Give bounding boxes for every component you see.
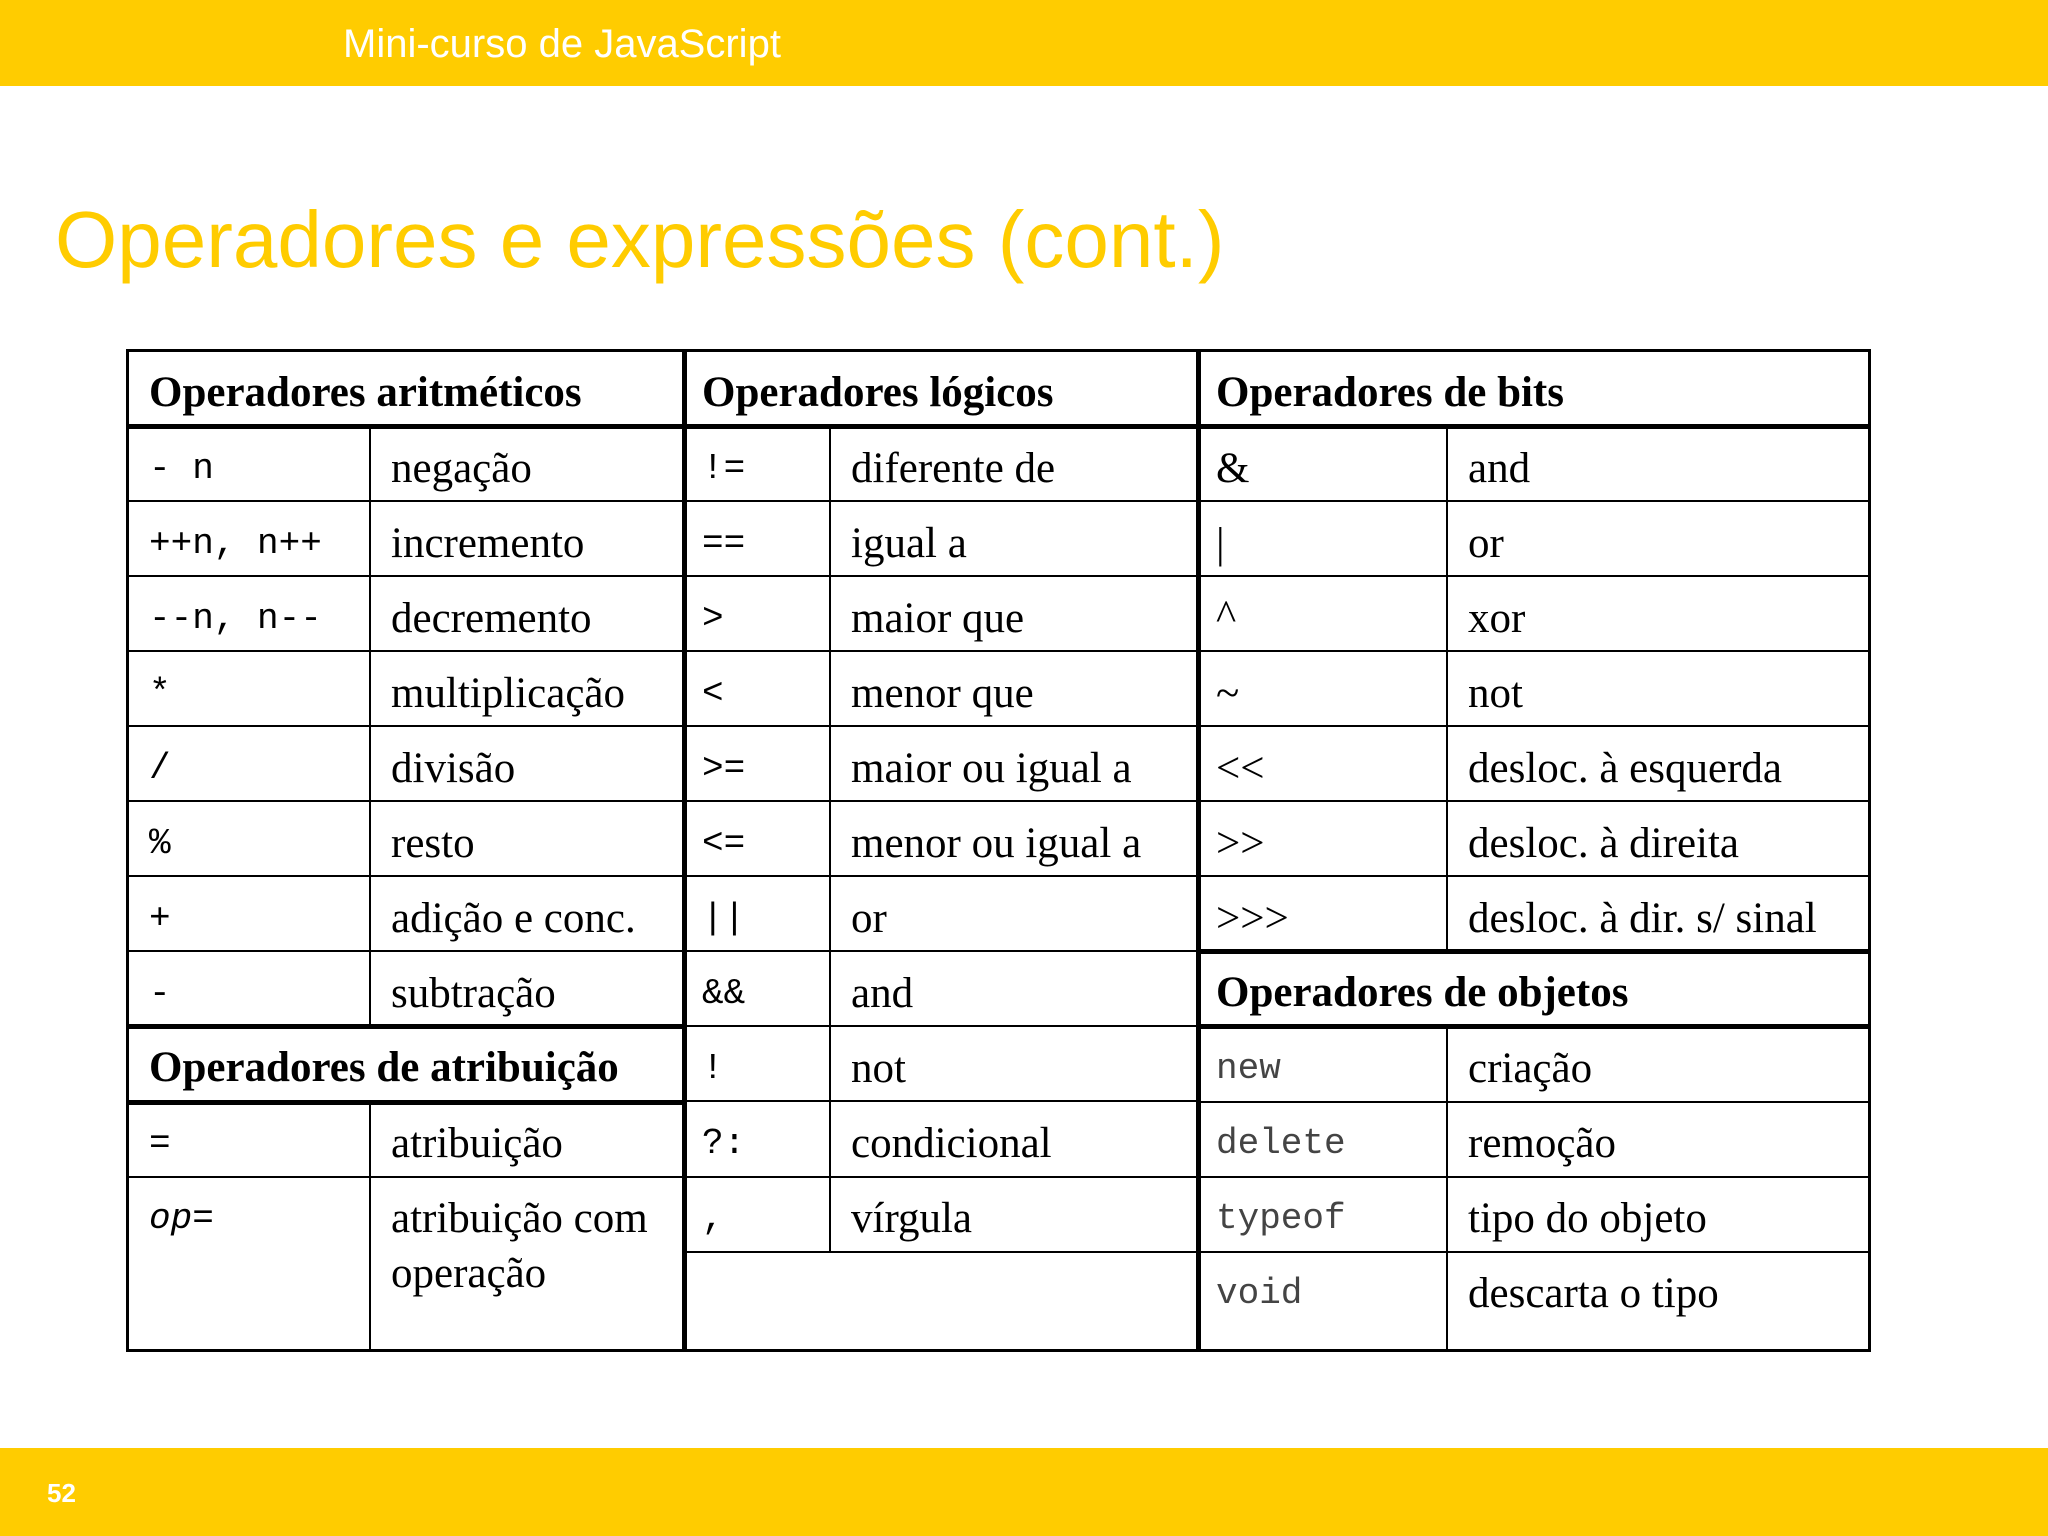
page-number: 52: [47, 1478, 76, 1508]
logic-desc: vírgula: [851, 1195, 973, 1242]
grid-line: [1196, 650, 1871, 652]
arith-op: +: [149, 898, 171, 939]
grid-line: [129, 1100, 682, 1105]
header-bar: [0, 0, 2048, 86]
grid-line: [682, 875, 1196, 877]
bits-op: ^: [1216, 593, 1237, 640]
grid-line: [1446, 1026, 1448, 1352]
logic-desc: not: [851, 1045, 906, 1092]
logic-desc: maior ou igual a: [851, 745, 1132, 792]
grid-line: [682, 650, 1196, 652]
grid-line: [1196, 1251, 1871, 1253]
grid-line: [129, 950, 682, 952]
grid-line: [682, 352, 687, 1352]
grid-line: [369, 1102, 371, 1352]
arith-desc: decremento: [391, 595, 592, 642]
grid-line: [1196, 424, 1871, 429]
objects-desc: descarta o tipo: [1468, 1270, 1719, 1317]
bits-desc: and: [1468, 445, 1531, 492]
arith-op: - n: [149, 448, 214, 489]
grid-line: [1196, 1024, 1871, 1029]
logic-op: >=: [702, 748, 746, 789]
slide-title: Operadores e expressões (cont.): [55, 195, 1225, 284]
arith-desc: resto: [391, 820, 475, 867]
bits-op: <<: [1216, 745, 1265, 792]
logic-desc: diferente de: [851, 445, 1056, 492]
assign-heading: Operadores de atribuição: [149, 1044, 619, 1091]
grid-line: [129, 650, 682, 652]
arith-desc: divisão: [391, 745, 516, 792]
bits-desc: or: [1468, 520, 1504, 567]
footer-bar: [0, 1448, 2048, 1536]
logic-op: ?:: [702, 1123, 746, 1164]
logic-desc: menor que: [851, 670, 1034, 717]
grid-line: [682, 1025, 1196, 1027]
objects-heading: Operadores de objetos: [1216, 969, 1629, 1016]
assign-op: op=: [149, 1198, 214, 1239]
logic-op: <=: [702, 823, 746, 864]
grid-line: [682, 500, 1196, 502]
bits-desc: desloc. à direita: [1468, 820, 1740, 867]
logic-op: <: [702, 673, 724, 714]
bits-op: &: [1216, 445, 1250, 492]
arith-op: %: [149, 823, 171, 864]
logic-op: &&: [702, 973, 746, 1014]
grid-line: [1446, 426, 1448, 951]
grid-line: [129, 500, 682, 502]
logic-op: !: [702, 1048, 724, 1089]
bits-op: >>>: [1216, 895, 1289, 942]
arith-desc: incremento: [391, 520, 585, 567]
grid-line: [129, 725, 682, 727]
grid-line: [1196, 875, 1871, 877]
logic-op: >: [702, 598, 724, 639]
arith-op: /: [149, 748, 171, 789]
arith-op: ++n, n++: [149, 523, 322, 564]
assign-desc: atribuição: [391, 1120, 563, 1167]
grid-line: [682, 575, 1196, 577]
grid-line: [1196, 352, 1201, 1352]
arith-desc: multiplicação: [391, 670, 626, 717]
grid-line: [1196, 800, 1871, 802]
bits-heading: Operadores de bits: [1216, 369, 1564, 416]
logic-desc: maior que: [851, 595, 1025, 642]
grid-line: [829, 426, 831, 1253]
objects-desc: criação: [1468, 1045, 1593, 1092]
grid-line: [682, 1100, 1196, 1102]
logic-op: ,: [702, 1198, 724, 1239]
bits-op: |: [1216, 520, 1225, 567]
operators-table: [126, 349, 1871, 1352]
arith-op: -: [149, 973, 171, 1014]
arith-desc: negação: [391, 445, 532, 492]
logic-desc: condicional: [851, 1120, 1052, 1167]
logic-desc: or: [851, 895, 887, 942]
objects-op: new: [1216, 1048, 1281, 1089]
assign-op: =: [149, 1123, 171, 1164]
grid-line: [129, 575, 682, 577]
grid-line: [682, 424, 1196, 429]
logic-op: ==: [702, 523, 746, 564]
grid-line: [1196, 500, 1871, 502]
grid-line: [1196, 1176, 1871, 1178]
grid-line: [682, 950, 1196, 952]
arith-heading: Operadores aritméticos: [149, 369, 582, 416]
arith-op: *: [149, 673, 171, 714]
logic-op: ||: [702, 898, 746, 939]
objects-desc: tipo do objeto: [1468, 1195, 1707, 1242]
objects-desc: remoção: [1468, 1120, 1617, 1167]
grid-line: [129, 424, 682, 429]
bits-op: >>: [1216, 820, 1265, 867]
grid-line: [129, 875, 682, 877]
arith-desc: adição e conc.: [391, 895, 636, 942]
grid-line: [682, 800, 1196, 802]
objects-op: void: [1216, 1273, 1303, 1314]
bits-desc: desloc. à dir. s/ sinal: [1468, 895, 1817, 942]
grid-line: [1196, 949, 1871, 954]
grid-line: [682, 725, 1196, 727]
assign-desc: atribuição com: [391, 1195, 648, 1242]
grid-line: [1196, 575, 1871, 577]
grid-line: [682, 1176, 1196, 1178]
grid-line: [129, 800, 682, 802]
assign-desc: operação: [391, 1250, 547, 1297]
bits-op: ~: [1216, 670, 1240, 717]
bits-desc: not: [1468, 670, 1523, 717]
grid-line: [129, 1024, 682, 1029]
grid-line: [1196, 1101, 1871, 1103]
logic-heading: Operadores lógicos: [702, 369, 1054, 416]
grid-line: [682, 1251, 1196, 1253]
logic-desc: menor ou igual a: [851, 820, 1142, 867]
bits-desc: desloc. à esquerda: [1468, 745, 1782, 792]
grid-line: [1196, 725, 1871, 727]
arith-desc: subtração: [391, 970, 556, 1017]
bits-desc: xor: [1468, 595, 1526, 642]
logic-op: !=: [702, 448, 746, 489]
logic-desc: and: [851, 970, 914, 1017]
arith-op: --n, n--: [149, 598, 322, 639]
course-title: Mini-curso de JavaScript: [343, 22, 781, 66]
grid-line: [129, 1176, 682, 1178]
objects-op: typeof: [1216, 1198, 1346, 1239]
logic-desc: igual a: [851, 520, 967, 567]
objects-op: delete: [1216, 1123, 1346, 1164]
